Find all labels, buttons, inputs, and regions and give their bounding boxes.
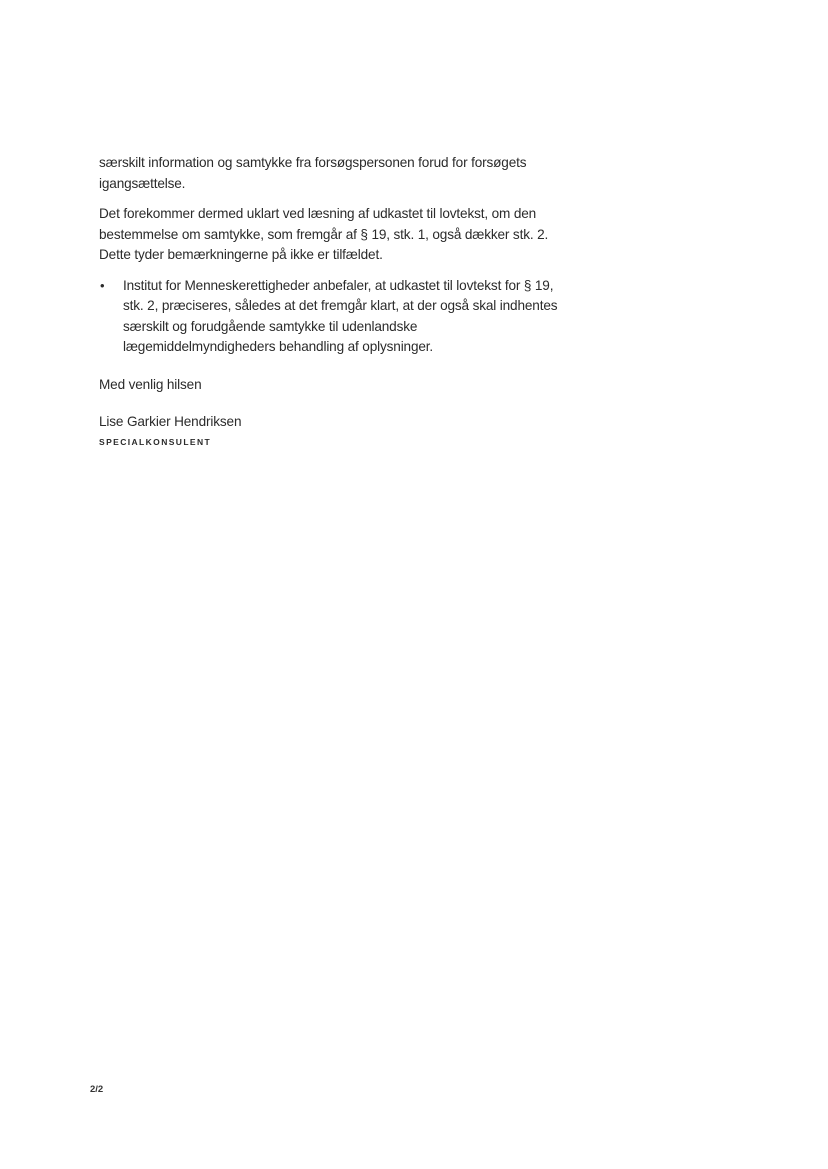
- bullet-icon: •: [100, 277, 105, 293]
- paragraph-1: særskilt information og samtykke fra forsøgspersonen forud for forsøgets igangsættelse.: [99, 155, 527, 191]
- page-number: 2/2: [90, 1084, 104, 1095]
- recommendation-list: [99, 276, 569, 358]
- list-item: [99, 276, 569, 358]
- closing-salutation: Med venlig hilsen: [99, 376, 202, 392]
- signer-name: Lise Garkier Hendriksen: [99, 414, 242, 429]
- paragraph-2: Det forekommer dermed uklart ved læsning af udkastet til lovtekst, om den bestemmelse om samtykke, som fremgår af § 19, stk. 1, også dækker stk. 2. Dette tyder bemærkningerne på ikke er tilfældet.: [99, 206, 549, 262]
- recommendation-text: Institut for Menneskerettigheder anbefaler, at udkastet til lovtekst for § 19, stk. 2, præciseres, således at det fremgår klart, at der også skal indhentes særskilt og forudgående samtykke til udenlandske lægemiddelmyndigheders behandling af oplysninger.: [123, 277, 558, 354]
- signer-title: SPECIALKONSULENT: [99, 436, 212, 447]
- letter-body: [99, 153, 569, 449]
